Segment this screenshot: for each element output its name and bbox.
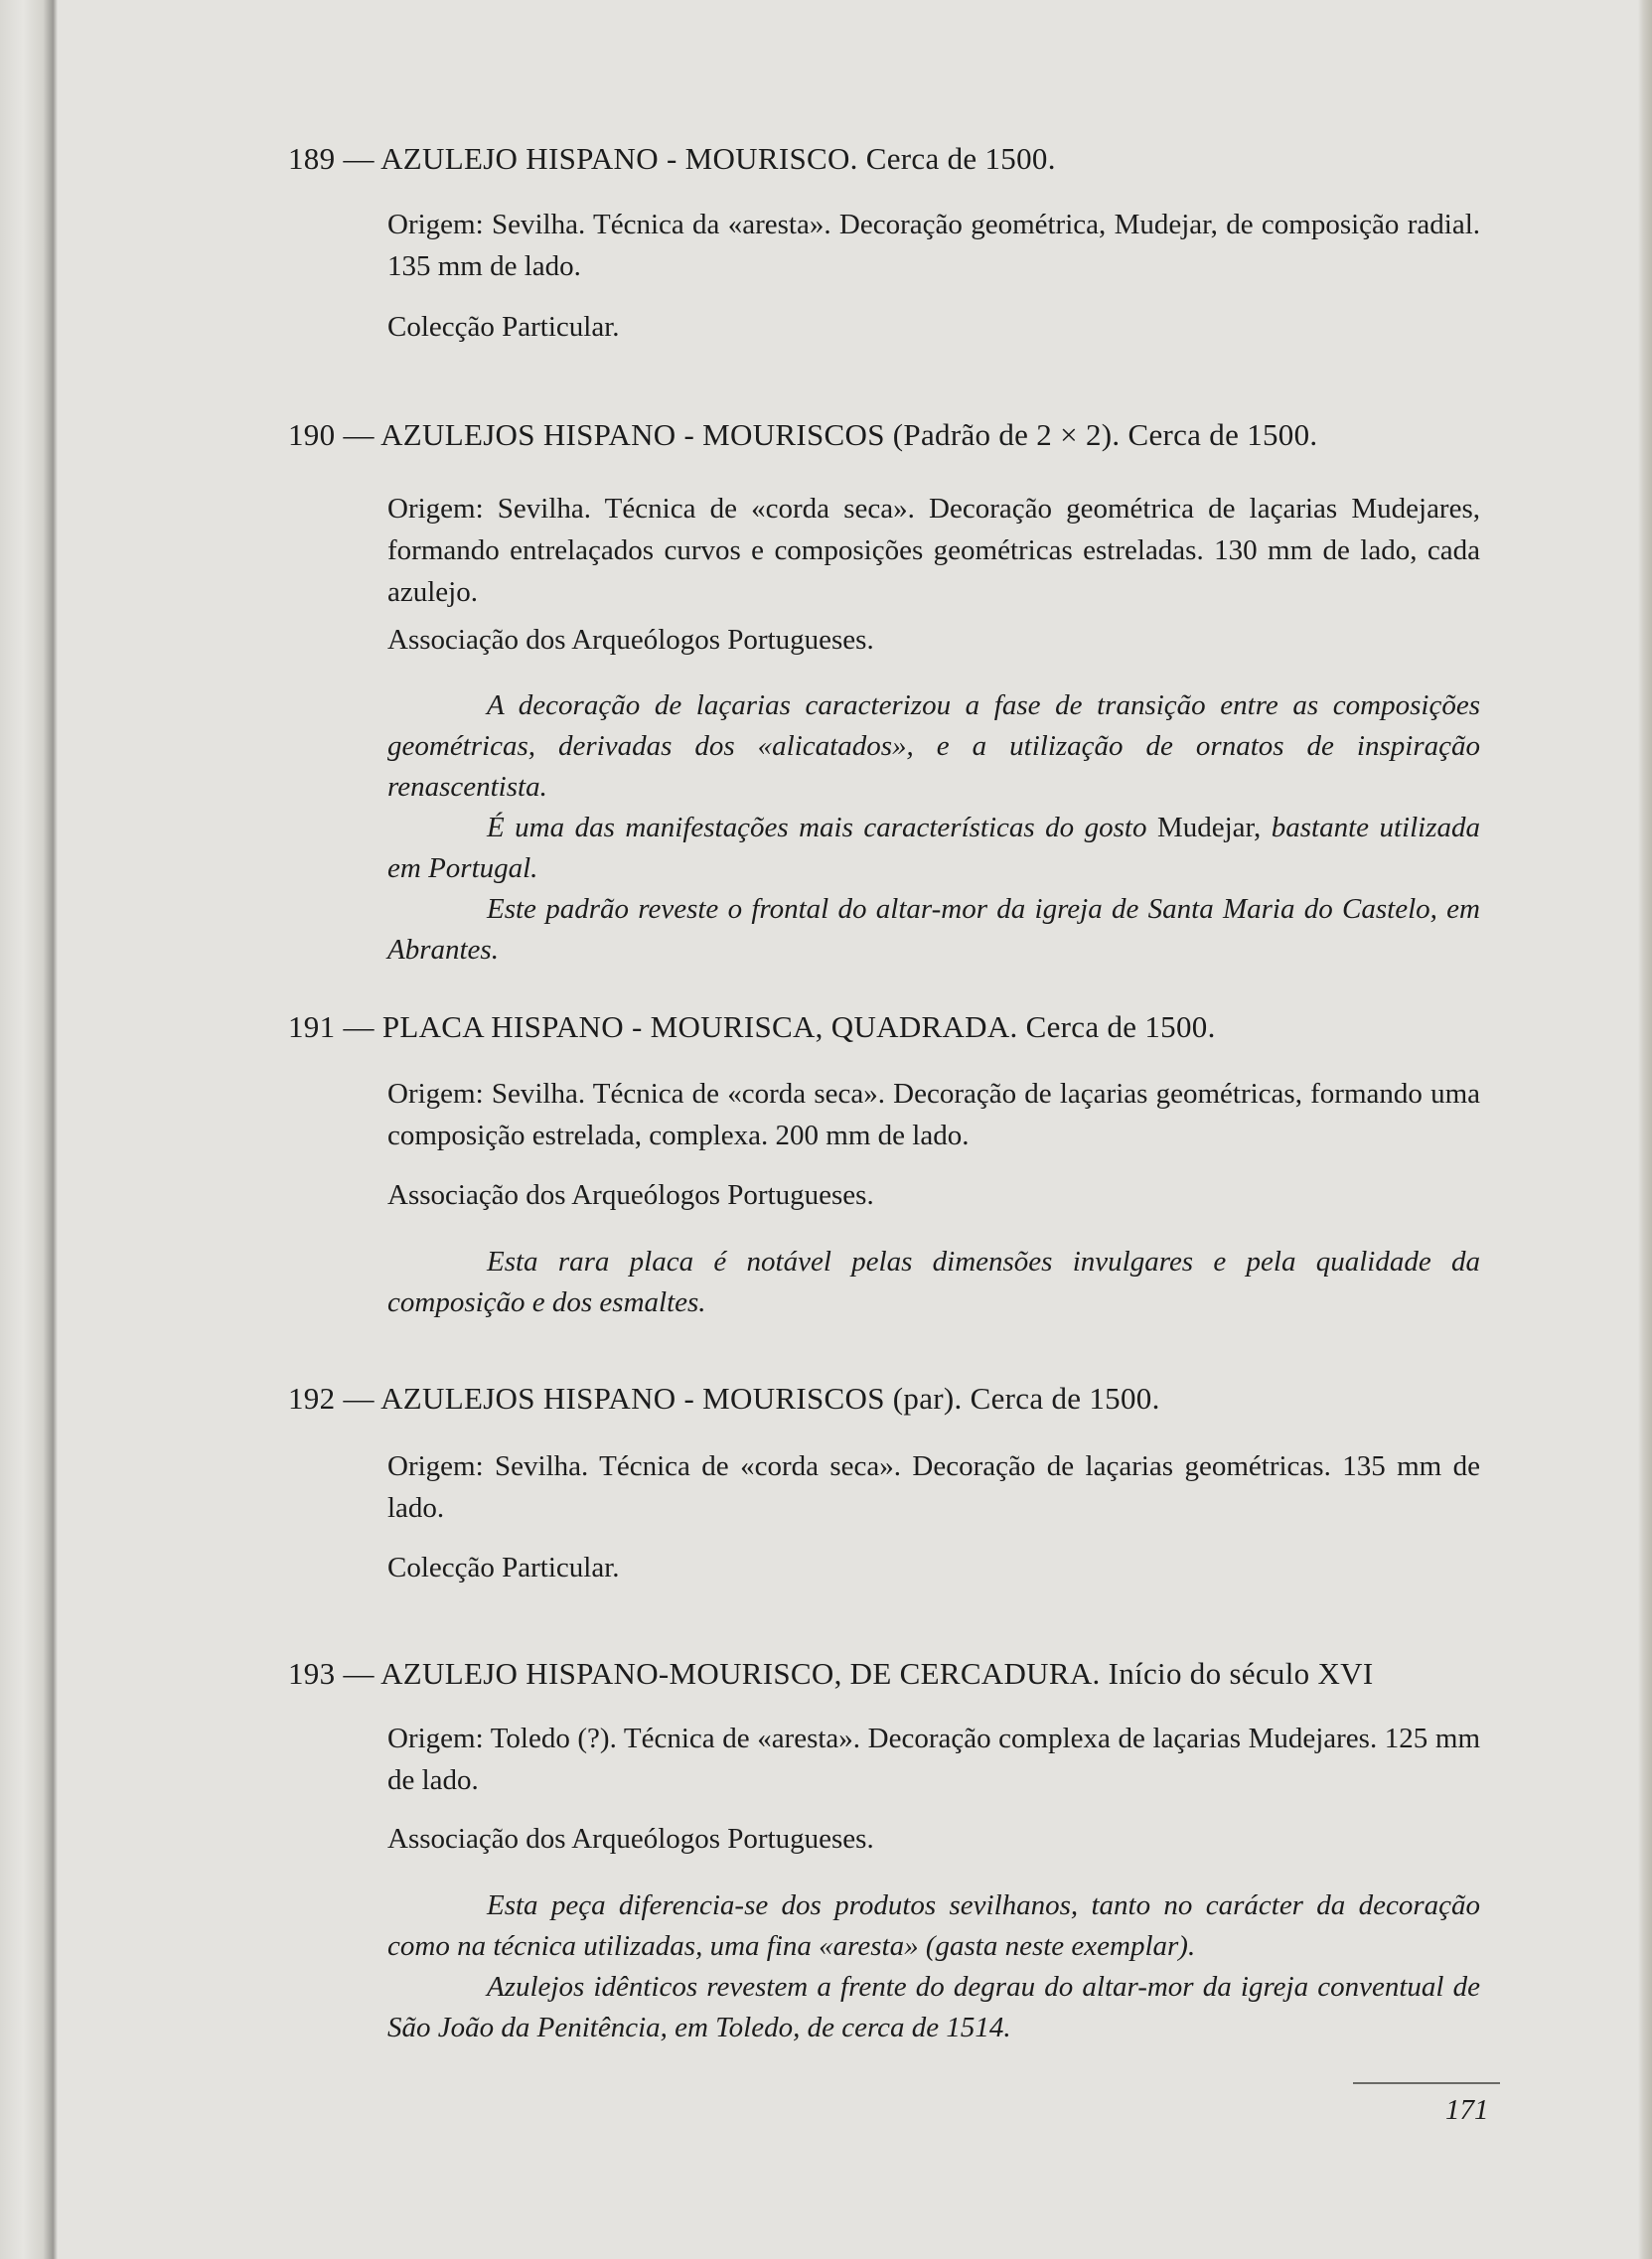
entry-number: 190 xyxy=(288,417,336,452)
entry-heading xyxy=(288,1009,1216,1045)
entry-description: Origem: Sevilha. Técnica de «corda seca». Decoração geométrica de laçarias Mudejares, formando entrelaçados curvos e composições geométricas estreladas. 130 mm de lado, cada azulejo. xyxy=(387,493,1480,608)
entry-description: Origem: Sevilha. Técnica de «corda seca». Decoração de laçarias geométricas. 135 mm de lado. xyxy=(387,1450,1480,1524)
note-paragraph: A decoração de laçarias caracterizou a fase de transição entre as composições geométricas, derivadas dos «alicatados», e a utilização de ornatos de inspiração renascentista. xyxy=(387,689,1480,803)
entry-number: 193 xyxy=(288,1656,336,1691)
entry-collection: Colecção Particular. xyxy=(387,311,620,343)
entry-number: 192 xyxy=(288,1381,336,1416)
entry-title: — AZULEJOS HISPANO - MOURISCOS (par). Cerca de 1500. xyxy=(343,1381,1160,1416)
entry-description: Origem: Toledo (?). Técnica de «aresta». Decoração complexa de laçarias Mudejares. 125 mm de lado. xyxy=(387,1723,1480,1796)
entry-notes xyxy=(387,685,1480,971)
entry-collection: Associação dos Arqueólogos Portugueses. xyxy=(387,1179,874,1211)
note-paragraph: Esta peça diferencia-se dos produtos sevilhanos, tanto no carácter da decoração como na técnica utilizadas, uma fina «aresta» (gasta neste exemplar). xyxy=(387,1889,1480,1962)
entry-collection: Associação dos Arqueólogos Portugueses. xyxy=(387,624,874,656)
entry-notes xyxy=(387,1242,1480,1323)
entry-heading xyxy=(288,1381,1160,1417)
entry-notes xyxy=(387,1885,1480,2048)
page-gutter xyxy=(0,0,58,2259)
note-paragraph: Azulejos idênticos revestem a frente do degrau do altar-mor da igreja conventual de São João da Penitência, em Toledo, de cerca de 1514. xyxy=(387,1971,1480,2043)
footer-rule xyxy=(1353,2082,1500,2084)
entry-title: — AZULEJO HISPANO-MOURISCO, DE CERCADURA. Início do século XVI xyxy=(343,1656,1374,1691)
entry-collection: Colecção Particular. xyxy=(387,1552,620,1583)
entry-title: — PLACA HISPANO - MOURISCA, QUADRADA. Cerca de 1500. xyxy=(343,1009,1216,1044)
entry-title: — AZULEJOS HISPANO - MOURISCOS (Padrão de 2 × 2). Cerca de 1500. xyxy=(343,417,1318,452)
page-number: 171 xyxy=(1445,2094,1489,2126)
note-paragraph: Este padrão reveste o frontal do altar-mor da igreja de Santa Maria do Castelo, em Abrantes. xyxy=(387,893,1480,966)
entry-description: Origem: Sevilha. Técnica da «aresta». Decoração geométrica, Mudejar, de composição radial. 135 mm de lado. xyxy=(387,209,1480,282)
entry-title: — AZULEJO HISPANO - MOURISCO. Cerca de 1500. xyxy=(343,141,1056,176)
entry-heading xyxy=(288,1656,1373,1692)
entry-number: 189 xyxy=(288,141,336,176)
note-paragraph: É uma das manifestações mais características do gosto Mudejar, bastante utilizada em Portugal. xyxy=(387,812,1480,884)
note-paragraph: Esta rara placa é notável pelas dimensões invulgares e pela qualidade da composição e dos esmaltes. xyxy=(387,1246,1480,1318)
entry-heading xyxy=(288,417,1317,453)
entry-heading xyxy=(288,141,1056,177)
page-edge xyxy=(1638,0,1652,2259)
upright-term: Mudejar, xyxy=(1156,812,1262,843)
entry-collection: Associação dos Arqueólogos Portugueses. xyxy=(387,1823,874,1855)
entry-number: 191 xyxy=(288,1009,336,1044)
entry-description: Origem: Sevilha. Técnica de «corda seca». Decoração de laçarias geométricas, formando uma composição estrelada, complexa. 200 mm de lado. xyxy=(387,1078,1480,1151)
